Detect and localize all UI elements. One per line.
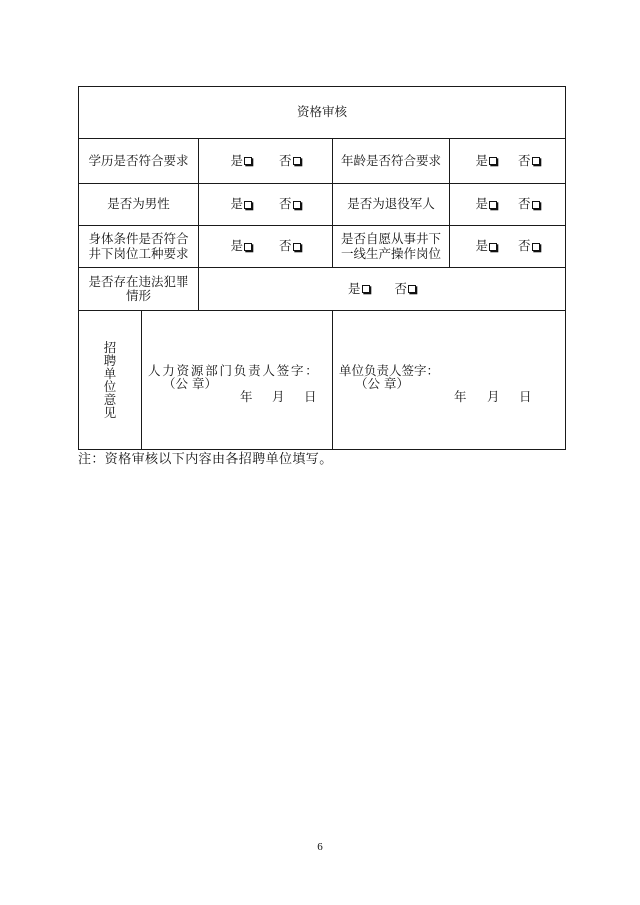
- checkbox-icon: [532, 157, 540, 165]
- yes-no-choice: [450, 154, 565, 169]
- checkbox-icon: [293, 201, 301, 209]
- checkbox-icon: [293, 157, 301, 165]
- question-criminal-record: [79, 268, 199, 311]
- checkbox-icon: [293, 243, 301, 251]
- date-year-label: 年: [454, 389, 467, 404]
- hr-signature-cell: [142, 311, 333, 450]
- question-label-line: 学历是否符合要求: [88, 152, 189, 168]
- yes-no-choice: [199, 197, 332, 212]
- yes-no-choice: [450, 197, 565, 212]
- opinion-heading: 招聘单位意见: [103, 340, 117, 420]
- option-yes-label: 是: [230, 238, 243, 254]
- option-no-label: 否: [279, 196, 292, 212]
- checkbox-icon: [244, 243, 252, 251]
- option-no: [395, 282, 417, 297]
- checkbox-icon: [532, 201, 540, 209]
- unit-seal-label: （公 章）: [355, 376, 409, 391]
- table-title-row: [79, 87, 566, 139]
- option-no: [279, 197, 301, 212]
- question-label-line: 年龄是否符合要求: [340, 152, 441, 168]
- option-yes: [475, 197, 497, 212]
- table-row: [79, 268, 566, 311]
- option-yes-label: 是: [230, 196, 243, 212]
- date-year-label: 年: [240, 389, 253, 404]
- table-footnote: 注：资格审核以下内容由各招聘单位填写。: [78, 452, 333, 467]
- option-yes-label: 是: [475, 196, 488, 212]
- question-label-line: 是否为退役军人: [347, 196, 435, 212]
- question-label-line: 是否为男性: [107, 196, 170, 212]
- question-willing-underground: [333, 226, 450, 268]
- answer-criminal-record: [199, 268, 566, 311]
- opinion-row: [79, 311, 566, 450]
- question-male: [79, 184, 199, 226]
- option-no-label: 否: [279, 238, 292, 254]
- question-label-line: 是否存在违法犯罪: [88, 273, 189, 289]
- option-no: [518, 154, 540, 169]
- option-no: [279, 154, 301, 169]
- option-no: [518, 239, 540, 254]
- page-number: 6: [317, 841, 323, 853]
- yes-no-choice: [199, 239, 332, 254]
- answer-physical-condition: [199, 226, 333, 268]
- option-no: [279, 239, 301, 254]
- yes-no-choice: [450, 239, 565, 254]
- option-no-label: 否: [279, 152, 292, 168]
- answer-male: [199, 184, 333, 226]
- option-no: [518, 197, 540, 212]
- hr-signature-block: [142, 311, 332, 449]
- answer-education: [199, 139, 333, 184]
- checkbox-icon: [489, 243, 497, 251]
- question-label-line: 井下岗位工种要求: [88, 245, 189, 261]
- checkbox-icon: [244, 157, 252, 165]
- yes-no-choice: [199, 282, 565, 297]
- table-row: [79, 226, 566, 268]
- table-row: [79, 184, 566, 226]
- answer-age: [450, 139, 566, 184]
- question-physical-condition: [79, 226, 199, 268]
- date-month-label: 月: [487, 389, 500, 404]
- option-yes-label: 是: [475, 152, 488, 168]
- checkbox-icon: [408, 285, 416, 293]
- option-no-label: 否: [518, 238, 531, 254]
- question-label-line: 身体条件是否符合: [88, 231, 189, 246]
- answer-willing-underground: [450, 226, 566, 268]
- option-no-label: 否: [518, 152, 531, 168]
- date-month-label: 月: [272, 389, 285, 404]
- answer-veteran: [450, 184, 566, 226]
- question-label-line: 一线生产操作岗位: [340, 245, 441, 261]
- date-day-label: 日: [519, 389, 532, 404]
- question-education: [79, 139, 199, 184]
- opinion-heading-cell: [79, 311, 142, 450]
- hr-seal-label: （公 章）: [163, 376, 217, 391]
- question-label-line: 是否自愿从事井下: [340, 231, 441, 246]
- option-yes: [230, 197, 252, 212]
- checkbox-icon: [489, 157, 497, 165]
- table-title: 资格审核: [79, 87, 566, 139]
- question-label-line: 情形: [125, 288, 151, 303]
- option-no-label: 否: [394, 280, 408, 296]
- date-day-label: 日: [304, 389, 317, 404]
- checkbox-icon: [532, 243, 540, 251]
- checkbox-icon: [244, 201, 252, 209]
- table-row: [79, 139, 566, 184]
- question-age: [333, 139, 450, 184]
- hr-signature-label: 人力资源部门负责人签字：: [148, 363, 320, 378]
- option-no-label: 否: [518, 196, 531, 212]
- option-yes: [475, 154, 497, 169]
- unit-signature-cell: [333, 311, 566, 450]
- option-yes: [230, 239, 252, 254]
- checkbox-icon: [362, 285, 370, 293]
- option-yes-label: 是: [347, 280, 361, 296]
- checkbox-icon: [489, 201, 497, 209]
- option-yes-label: 是: [230, 152, 243, 168]
- option-yes: [230, 154, 252, 169]
- question-veteran: [333, 184, 450, 226]
- qualification-review-table: [78, 86, 566, 450]
- option-yes: [475, 239, 497, 254]
- option-yes-label: 是: [475, 238, 488, 254]
- option-yes: [348, 282, 370, 297]
- unit-signature-block: [333, 311, 565, 449]
- yes-no-choice: [199, 154, 332, 169]
- unit-signature-label: 单位负责人签字：: [339, 363, 440, 378]
